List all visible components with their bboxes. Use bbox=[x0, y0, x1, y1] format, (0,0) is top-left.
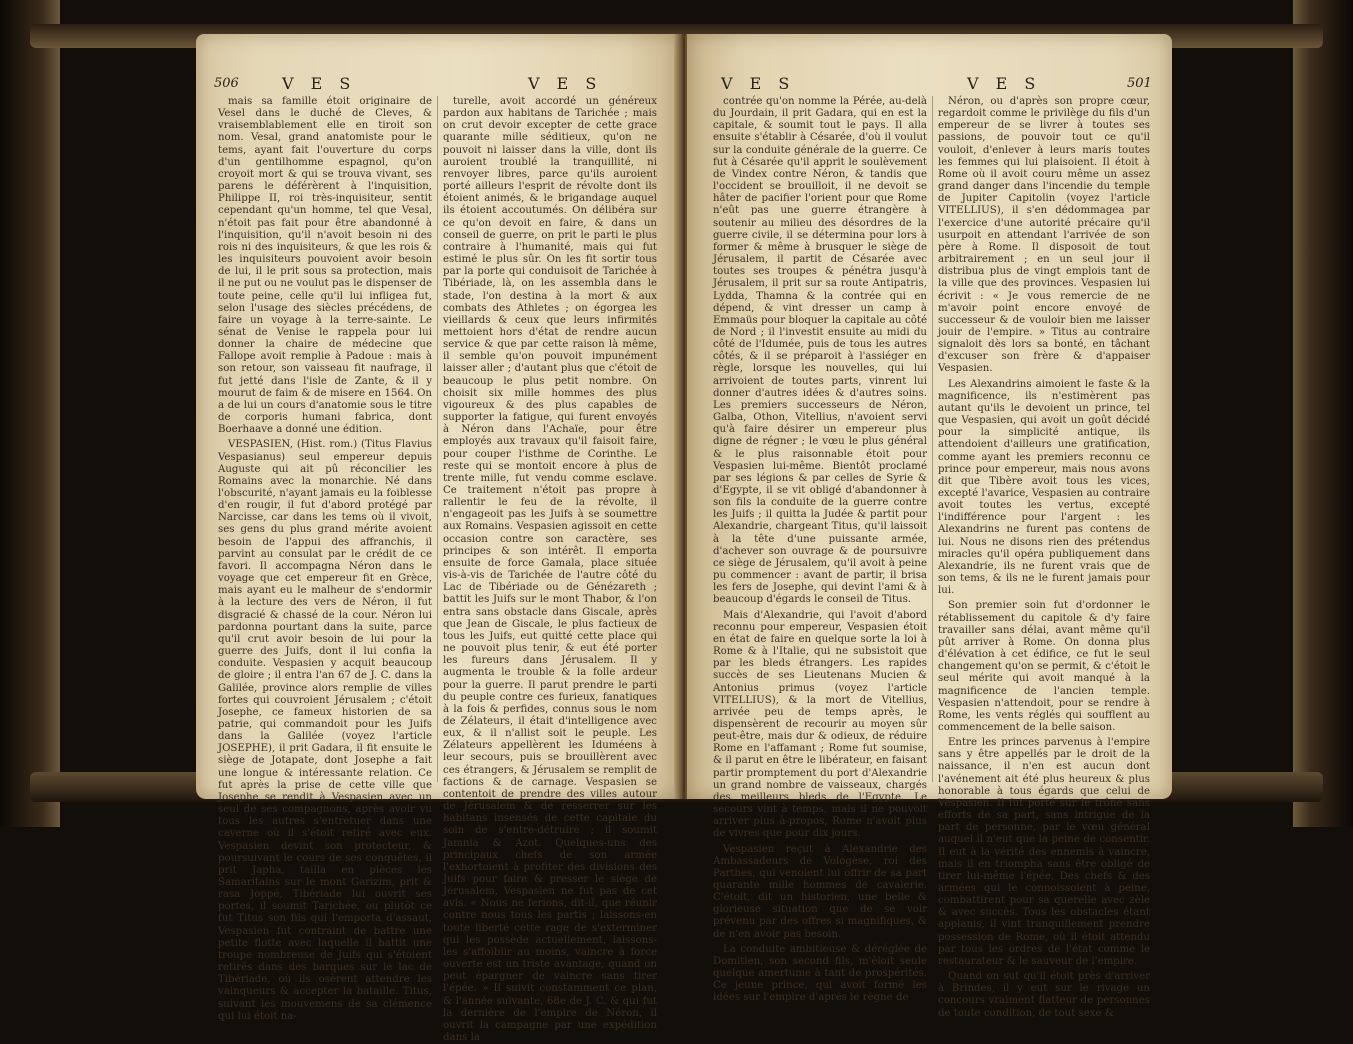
book-cover-left-edge bbox=[0, 0, 60, 827]
paragraph: Vespasien reçut à Alexandrie des Ambassadeurs de Vologèse, roi des Parthes, qui venoient lui offrir de sa part quarante mille hommes de cavalerie. C'étoit, dit un historien, une belle & glorieuse situation que de se voir prévenu par des offres si magnifiques, & de n'en avoir pas besoin. bbox=[713, 843, 927, 940]
paragraph: Entre les princes parvenus à l'empire sans y être appellés par le droit de la naissance, il n'en est aucun dont l'avénement ait été plus heureux & plus honorable à tous égards que celui de Vespasien. Il fut porté sur le trône sans efforts de sa part, sans intrigue de la part de personne, par le vœu général auquel il n'eut que la peine de consentir. Il eut à la vérité des ennemis à vaincre, mais il en triompha sans être obligé de tirer lui-même l'épée. Des chefs & des armées qui le connoissoient à peine, combattirent pour sa querelle avec zèle & avec succès. Tous les obstacles étant applanis, il vint tranquillement prendre possession de Rome, où il étoit attendu par tous les ordres de l'état comme le restaurateur & le sauveur de l'empire. bbox=[938, 737, 1150, 967]
paragraph: Néron, ou d'après son propre cœur, regardoit comme le privilège du fils d'un empereur de se livrer à toutes ses passions, de pouvoir tout ce qu'il vouloit, d'enlever à leurs maris toutes les femmes qui lui plaisoient. Il étoit à Rome où il avoit couru même un assez grand danger dans l'incendie du temple de Jupiter Capitolin (voyez l'article VITELLIUS), il s'en dédommagea par l'exercice d'une autorité précaire qu'il usurpoit en attendant l'arrivée de son père à Rome. Il disposoit de tout arbitrairement ; en un seul jour il distribua plus de vingt emplois tant de la ville que des provinces. Vespasien lui écrivit : « Je vous remercie de ne m'avoir point encore envoyé de successeur & de vouloir bien me laisser jouir de l'empire. » Titus au contraire signaloit dès lors sa bonté, en tâchant d'excuser son frère & d'appaiser Vespasien. bbox=[938, 96, 1150, 375]
left-page-header-right: V E S bbox=[528, 74, 603, 93]
paragraph: contrée qu'on nomme la Pérée, au-delà du Jourdain, il prit Gadara, qui en est la capitale, & soumit tout le pays. Il alla ensuite s'établir à Césarée, d'où il voulut sur la conduite générale de la guerre. Ce fut à Césarée qu'il apprit le soulèvement de Vindex contre Néron, & tandis que l'occident se brouilloit, il ne devoit se hâter de pacifier l'orient pour que Rome n'eût pas une guerre étrangère à soutenir au milieu des désordres de la guerre civile, il se détermina pour lors à former & même à brusquer le siège de Jérusalem, il partit de Césarée avec toutes ses troupes & pénétra jusqu'à Jérusalem, il prit sur sa route Antipatris, Lydda, Thamna & la contrée qui en dépend, & vint dresser un camp à Emmaüs pour bloquer la capitale au côté de Nord ; il l'investit ensuite au midi du côté de l'Idumée, puis de tous les autres côtés, & il se préparoit à l'assiéger en règle, lorsque les nouvelles, qui lui arrivoient de toutes parts, vinrent lui donner d'autres idées & d'autres soins. Les premiers successeurs de Néron, Galba, Othon, Vitellius, n'avoient servi qu'à faire désirer un empereur plus digne de régner ; le vœu le plus général & le plus raisonnable étoit pour Vespasien lui-même. Bientôt proclamé par ses légions & par celles de Syrie & d'Egypte, il se vit obligé d'abandonner à son fils la conduite de la guerre contre les Juifs ; il quitta la Judée & partit pour Alexandrie, chargeant Titus, qu'il laissoit à la tête d'une puissante armée, d'achever son ouvrage & de poursuivre ce siège de Jérusalem, qu'il avoit à peine pu commencer : avant de partir, il brisa les fers de Josephe, qui devint l'ami & à beaucoup d'égards le conseil de Titus. bbox=[713, 96, 927, 606]
column-divider bbox=[932, 96, 933, 782]
paragraph: VESPASIEN, (Hist. rom.) (Titus Flavius Vespasianus) seul empereur depuis Auguste qui ait pû réconcilier les Romains avec la monarchie. Né dans l'obscurité, n'ayant jamais eu la foiblesse d'en rougir, il fut d'abord protégé par Narcisse, car dans les tems où il vivoit, ses gens du plus grand mérite avoient besoin de l'appui des affranchis, il parvint au consulat par le crédit de ce favori. Il accompagna Néron dans le voyage que cet empereur fit en Grèce, mais ayant eu le malheur de s'endormir à la lecture des vers de Néron, il fut disgracié & chassé de la cour. Néron lui pardonna pourtant dans la suite, parce qu'il crut avoir besoin de lui pour la guerre des Juifs, dont il lui confia la conduite. Vespasien y acquit beaucoup de gloire ; il entra l'an 67 de J. C. dans la Galilée, province alors remplie de villes fortes qui couvroient Jérusalem ; c'étoit Josephe, ce fameux historien de sa patrie, qui commandoit pour les Juifs dans la Galilée (voyez l'article JOSEPHE), il prit Gadara, il fit ensuite le siège de Jotapate, dont Josephe a fait une longue & intéressante relation. Ce fut après la prise de cette ville que Josephe se rendit à Vespasien avec un seul de ses compagnons, après avoir vu tous les autres s'entretuer dans une caverne où il s'étoit retiré avec eux. Vespasien devint son protecteur, & poursuivant le cours de ses conquêtes, il prit Japha, tailla en pièces les Samaritains sur le mont Garizim, prit & rasa Joppé, Tibériade lui ouvrit ses portes, il soumit Tarichée, ou plutôt ce fut Titus son fils qui l'emporta d'assaut, Vespasien fut contraint de battre une petite flotte avec laquelle il battit une troupe nombreuse de Juifs qui s'étoient retirés dans des barques sur le lac de Tibériade, où ils osèrent attendre les vainqueurs & accepter la bataille. Titus, suivant les mouvemens de sa clémence qui lui étoit na- bbox=[218, 439, 432, 1022]
left-page-header-left: V E S bbox=[282, 74, 357, 93]
book-cover-right-edge bbox=[1293, 0, 1353, 827]
right-page bbox=[687, 34, 1172, 1019]
paragraph: Son premier soin fut d'ordonner le rétablissement du capitole & d'y faire travailler sans délai, avant même qu'il pût arriver à Rome. On donna plus d'élévation à cet édifice, ce fut le seul changement qu'on se permit, & c'étoit le seul mérite qui avoit manqué à la magnificence de l'ancien temple. Vespasien n'attendoit, pour se rendre à Rome, les vents réglés qui soufflent au commencement de la belle saison. bbox=[938, 600, 1150, 733]
left-page bbox=[196, 34, 681, 1044]
paragraph: La conduite ambitieuse & déréglée de Domitien, son second fils, m'êloit seule quelque amertume à tant de prospérités. Ce jeune prince, qui avoit formé les idées sur l'empire d'après le règne de bbox=[713, 943, 927, 1004]
left-page-column-2 bbox=[443, 96, 657, 1044]
right-page-header-left: V E S bbox=[721, 74, 796, 93]
right-page-number: 501 bbox=[1127, 76, 1152, 91]
paragraph: Les Alexandrins aimoient le faste & la magnificence, ils n'estimèrent pas autant qu'ils le devoient un prince, tel que Vespasien, qui avoit un goût décidé pour la simplicité antique, ils attendoient d'ailleurs une gratification, comme ayant les premiers reconnu ce prince pour empereur, mais nous avons dit que Tibère avoit tous les vices, excepté l'avarice, Vespasien au contraire avoit toutes les vertus, excepté l'indifférence pour l'argent : les Alexandrins ne furent pas contens de lui. Nous ne disons rien des prétendus miracles qu'il opéra publiquement dans Alexandrie, ils ne furent vrais que de son tems, & ils ne le furent jamais pour lui. bbox=[938, 378, 1150, 597]
left-page-column-1 bbox=[218, 96, 432, 1022]
right-page-header-right: V E S bbox=[967, 74, 1042, 93]
paragraph: Quand on sut qu'il étoit près d'arriver à Brindes, il y eut sur le rivage un concours vraiment flatteur de personnes de toute condition, de tout sexe & bbox=[938, 971, 1150, 1019]
right-page-column-1 bbox=[713, 96, 927, 1004]
right-page-column-2 bbox=[938, 96, 1150, 1019]
column-divider bbox=[437, 96, 438, 782]
open-book bbox=[196, 34, 1172, 1044]
left-page-number: 506 bbox=[214, 76, 239, 91]
paragraph: turelle, avoit accordé un généreux pardon aux habitans de Tarichée ; mais on crut devoir excepter de cette grace quarante mille séditieux, qu'on ne pouvoit ni laisser dans la ville, dont ils auroient troublé la tranquillité, ni renvoyer libres, parce qu'ils auroient porté ailleurs l'esprit de révolte dont ils étoient animés, & le brigandage auquel ils étoient accoutumés. On délibéra sur ce qu'on devoit en faire, & dans un conseil de guerre, on prit le parti le plus contraire à l'humanité, mais qui fut estimé le plus sûr. On les fit sortir tous par la porte qui conduisoit de Tarichée à Tibériade, là, on les assembla dans le stade, l'on destina à la mort & aux combats des Athletes ; on égorgea les vieillards & ceux que leurs infirmités mettoient hors d'état de rendre aucun service & que par cette raison là même, il semble qu'on pouvoit impunément laisser aller ; d'autant plus que c'étoit de beaucoup le plus petit nombre. On choisit six mille hommes des plus vigoureux & des plus capables de supporter la fatigue, qui furent envoyés à Néron dans l'Achaïe, pour être employés aux travaux qu'il faisoit faire, pour couper l'isthme de Corinthe. Le reste qui se montoit encore à plus de trente mille, fut vendu comme esclave. Ce traitement n'étoit pas propre à rallentir le feu de la révolte, il n'engageoit pas les Juifs à se soumettre aux Romains. Vespasien agissoit en cette occasion contre son caractère, ses principes & son intérêt. Il emporta ensuite de force Gamala, place située vis-à-vis de Tarichée de l'autre côté du Lac de Tibériade ou de Génézareth ; battit les Juifs sur le mont Thabor, & l'on entra sans obstacle dans Giscale, après que Jean de Giscale, le plus factieux de tous les Juifs, eut quitté cette place qui ne pouvoit plus tenir, & eut été porter les fureurs dans Jérusalem. Il y augmenta le trouble & la folle ardeur pour la guerre. Il parut prendre le parti du peuple contre ces furieux, fanatiques à la fois & perfides, connus sous le nom de Zélateurs, il était d'intelligence avec eux, & il n'allist soit le peuple. Les Zélateurs appellèrent les Iduméens à leur secours, puis se brouillèrent avec ces étrangers, & Jérusalem se remplit de factions & de carnage. Vespasien se contentoit de prendre des villes autour de Jérusalem & de resserrer sur les habitans insensés de cette capitale du soin de s'entre-détruire ; il soumit Jamnia & Azot. Quelques-uns des principaux chefs de son armée l'exhortoient à profiter des divisions des Juifs pour faire & presser le siège de Jérusalem, Vespasien ne fut pas de cet avis. « Nous ne ferions, dit-il, que réunir contre nous tous les partis ; laissons-en toute liberté cette rage de s'exterminer qui les possède actuellement, laissons-les s'affoiblir au moins, vaincre à force ouverte est un triste avantage, quand on peut épargner de vaincre sans tirer l'épée. » Il suivit constamment ce plan, & l'année suivante, 68e de J. C. & qui fut la dernière de l'empire de Néron, il ouvrit la campagne par une expédition dans la bbox=[443, 96, 657, 1044]
paragraph: Mais d'Alexandrie, qui l'avoit d'abord reconnu pour empereur, Vespasien étoit en état de faire en quelque sorte la loi à Rome & à l'Italie, qui ne subsistoit que par les bleds étrangers. Les rapides succès de ses Lieutenans Mucien & Antonius primus (voyez l'article VITELLIUS), & la mort de Vitellius, arrivée peu de temps après, le dispensèrent de recourir au moyen sûr peut-être, mais dur & odieux, de réduire Rome en l'affamant ; Rome fut soumise, & il parut en être le libérateur, en faisant partir promptement du port d'Alexandrie un grand nombre de vaisseaux, chargés des meilleurs bleds de l'Egypte. Le secours vint à temps, mais il ne pouvoit arriver plus à-propos, Rome n'avoit plus de vivres que pour dix jours. bbox=[713, 609, 927, 840]
paragraph: mais sa famille étoit originaire de Vesel dans le duché de Cleves, & vraisemblablement elle en tiroit son nom. Vesal, grand anatomiste pour le tems, ayant fait l'ouverture du corps d'un gentilhomme espagnol, qu'on croyoit mort & qui se trouva vivant, ses parens le déférèrent à l'inquisition, Philippe II, roi très-inquisiteur, sentit cependant qu'un homme, tel que Vesal, n'étoit pas fait pour être abandonné à l'inquisition, qu'il n'avoit besoin ni des rois ni des inquisiteurs, & que les rois & les inquisiteurs pouvoient avoir besoin de lui, il le prit sous sa protection, mais il ne put ou ne voulut pas le dispenser de toute peine, celle qu'il lui infligea fut, selon l'usage des siècles précédens, de faire un voyage à la terre-sainte. Le sénat de Venise le rappela pour lui donner la chaire de médecine que Fallope avoit remplie à Padoue : mais à son retour, son vaisseau fit naufrage, il fut jetté dans l'isle de Zante, & il y mourut de faim & de misere en 1564. On a de lui un cours d'anatomie sous le titre de corporis humani fabrica, dont Boerhaave a donné une édition. bbox=[218, 96, 432, 436]
